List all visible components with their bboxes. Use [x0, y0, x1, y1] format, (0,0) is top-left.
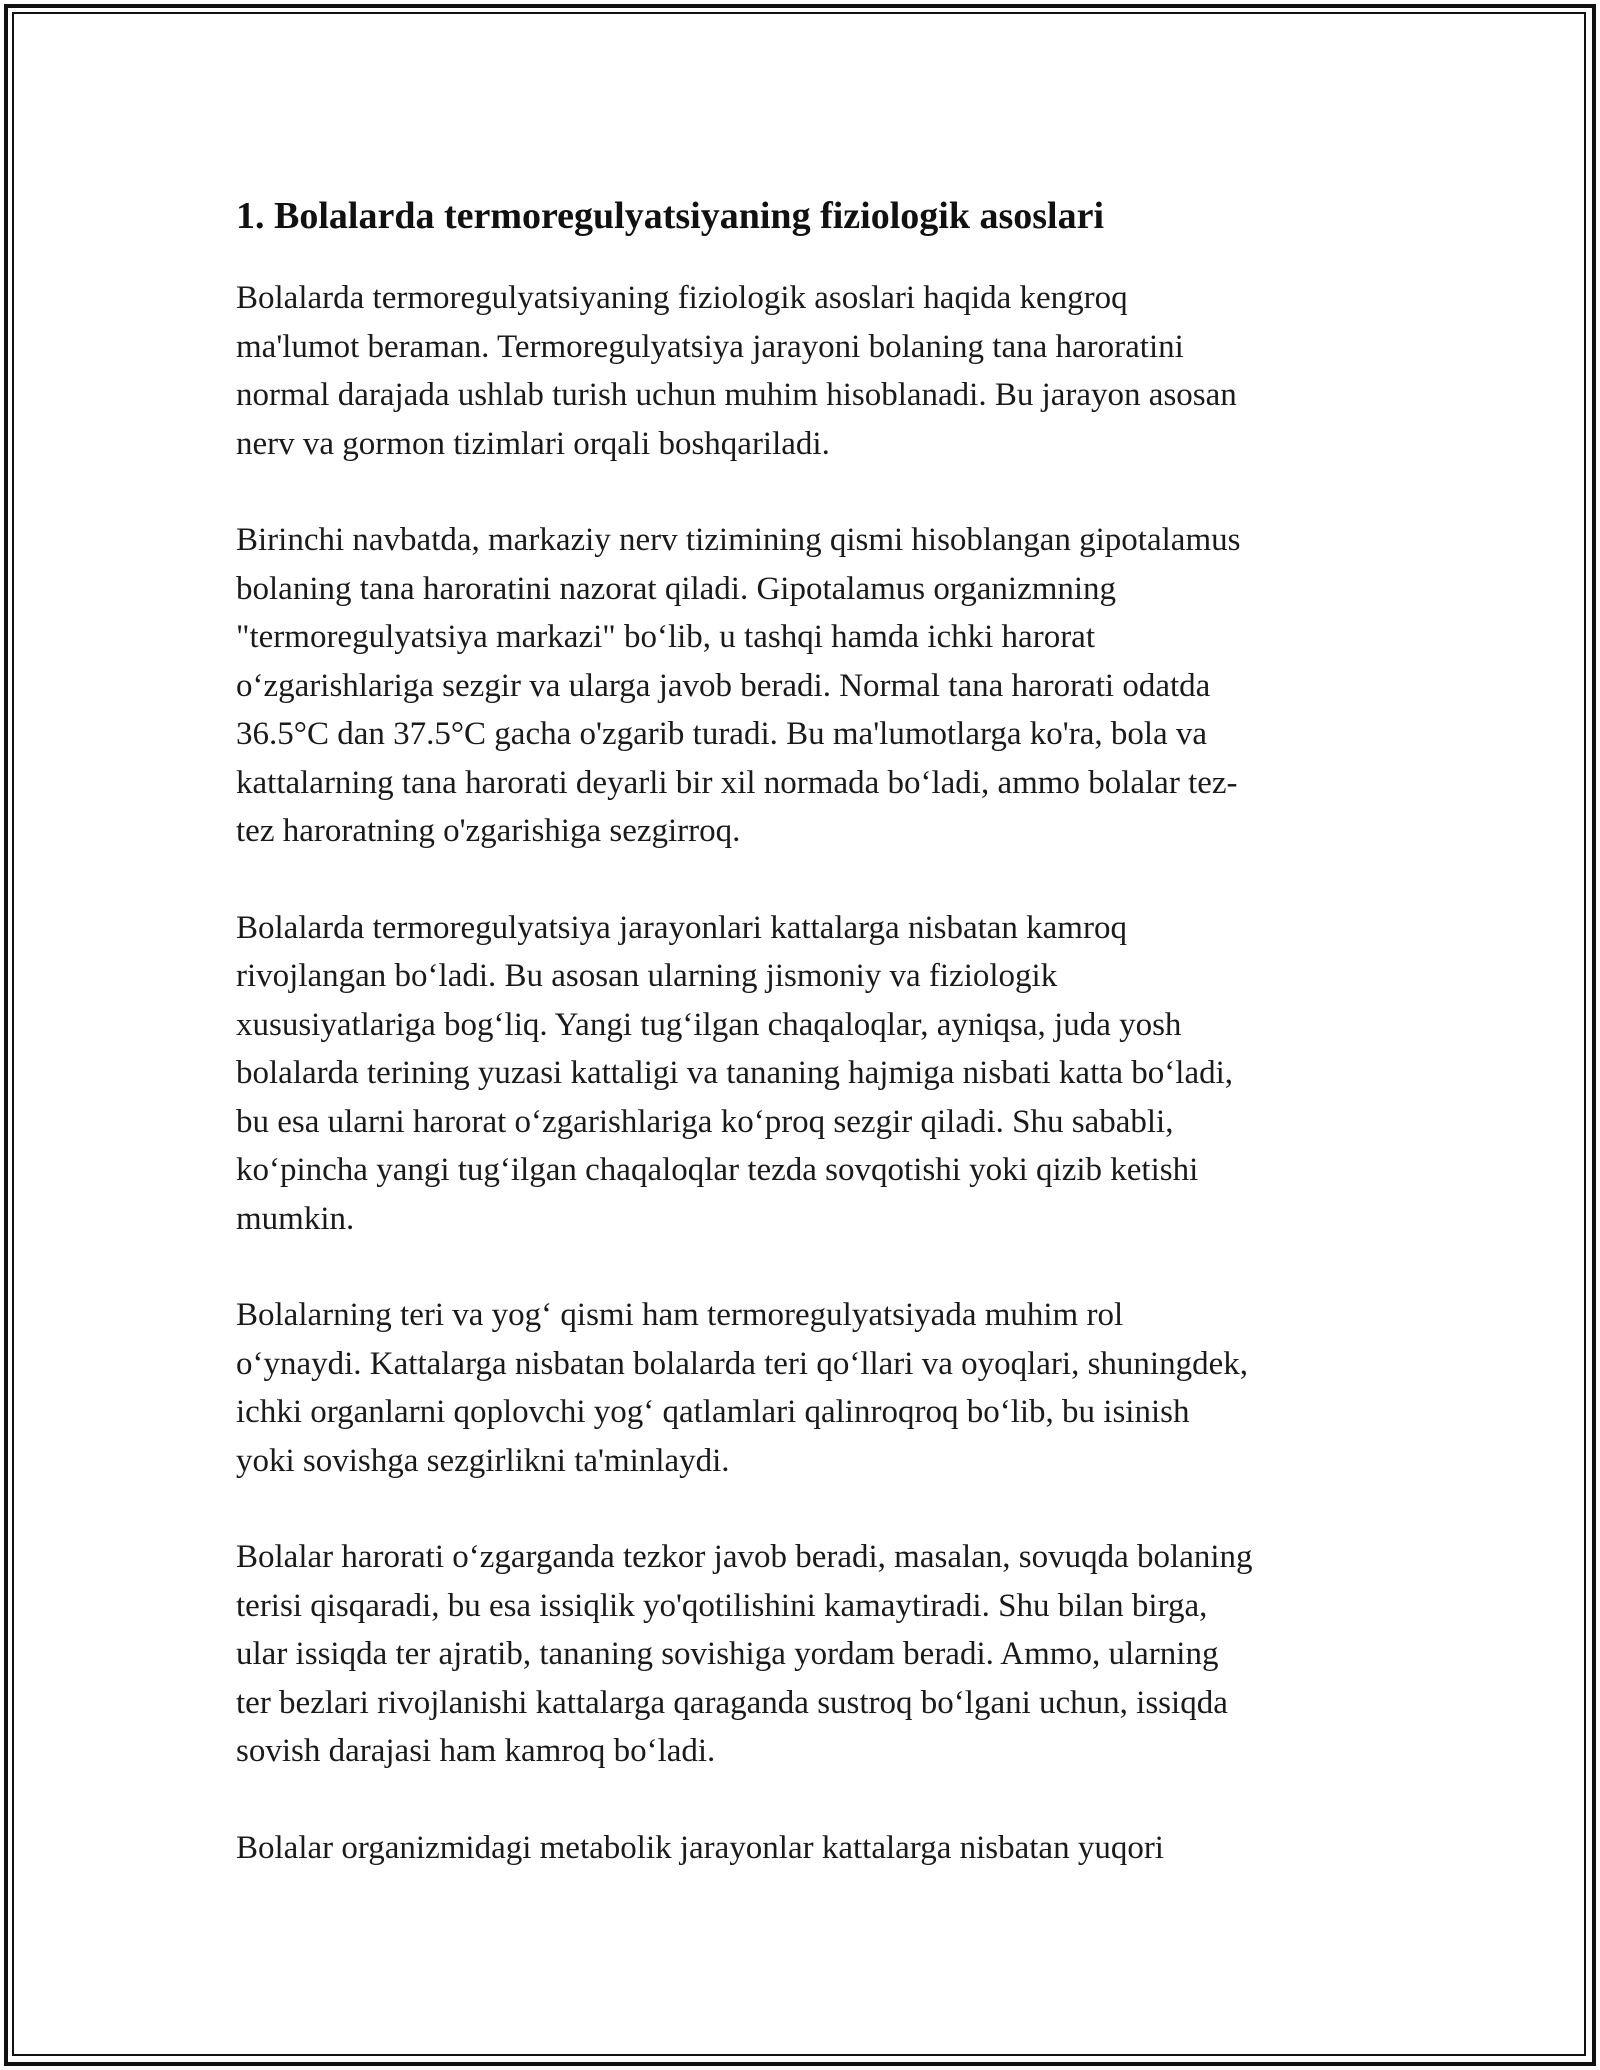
paragraph-line: "termoregulyatsiya markazi" bo‘lib, u tashqi hamda ichki harorat — [236, 619, 1095, 655]
paragraph-line: kattalarning tana harorati deyarli bir xil normada bo‘ladi, ammo bolalar tez- — [236, 764, 1238, 801]
paragraph-line: Bolalarning teri va yog‘ qismi ham termoregulyatsiyada muhim rol — [236, 1297, 1124, 1333]
paragraph-line: ko‘pincha yangi tug‘ilgan chaqaloqlar tezda sovqotishi yoki qizib ketishi — [236, 1152, 1199, 1188]
document-page — [236, 190, 1376, 1920]
paragraph-line: sovish darajasi ham kamroq bo‘ladi. — [236, 1733, 716, 1769]
paragraph-line: Bolalarda termoregulyatsiya jarayonlari kattalarga nisbatan kamroq — [236, 909, 1127, 946]
paragraph-line: mumkin. — [236, 1200, 355, 1237]
paragraph-line: bolaning tana haroratini nazorat qiladi. Gipotalamus organizmning — [236, 570, 1117, 607]
body-paragraph — [236, 274, 1376, 468]
paragraph-line: nerv va gormon tizimlari orqali boshqariladi. — [236, 425, 830, 462]
body-paragraph — [236, 1824, 1376, 1873]
paragraph-line: ma'lumot beraman. Termoregulyatsiya jarayoni bolaning tana haroratini — [236, 328, 1184, 365]
body-paragraph — [236, 1291, 1376, 1485]
document-title: 1. Bolalarda termoregulyatsiyaning fiziologik asoslari — [236, 195, 1105, 237]
paragraph-line: o‘zgarishlariga sezgir va ularga javob beradi. Normal tana harorati odatda — [236, 667, 1211, 704]
body-paragraph — [236, 1533, 1376, 1776]
body-paragraph — [236, 516, 1376, 856]
paragraph-line: bolalarda terining yuzasi kattaligi va tananing hajmiga nisbati katta bo‘ladi, — [236, 1055, 1234, 1091]
paragraph-line: o‘ynaydi. Kattalarga nisbatan bolalarda teri qo‘llari va oyoqlari, shuningdek, — [236, 1345, 1248, 1382]
body-paragraph — [236, 904, 1376, 1244]
paragraph-line: ter bezlari rivojlanishi kattalarga qaraganda sustroq bo‘lgani uchun, issiqda — [236, 1684, 1228, 1721]
paragraph-line: Bolalarda termoregulyatsiyaning fiziologik asoslari haqida kengroq — [236, 280, 1128, 316]
document-body — [236, 274, 1376, 1872]
paragraph-line: Bolalar harorati o‘zgarganda tezkor javob beradi, masalan, sovuqda bolaning — [236, 1539, 1253, 1575]
paragraph-line: ichki organlarni qoplovchi yog‘ qatlamlari qalinroqroq bo‘lib, bu isinish — [236, 1394, 1190, 1430]
paragraph-line: tez haroratning o'zgarishiga sezgirroq. — [236, 813, 741, 849]
paragraph-line: yoki sovishga sezgirlikni ta'minlaydi. — [236, 1442, 730, 1479]
paragraph-line: Bolalar organizmidagi metabolik jarayonlar kattalarga nisbatan yuqori — [236, 1829, 1164, 1866]
paragraph-line: bu esa ularni harorat o‘zgarishlariga ko‘proq sezgir qiladi. Shu sababli, — [236, 1103, 1174, 1140]
paragraph-line: normal darajada ushlab turish uchun muhim hisoblanadi. Bu jarayon asosan — [236, 377, 1237, 413]
paragraph-line: rivojlangan bo‘ladi. Bu asosan ularning jismoniy va fiziologik — [236, 958, 1058, 994]
paragraph-line: ular issiqda ter ajratib, tananing sovishiga yordam beradi. Ammo, ularning — [236, 1636, 1219, 1672]
paragraph-line: 36.5°C dan 37.5°C gacha o'zgarib turadi. Bu ma'lumotlarga ko'ra, bola va — [236, 716, 1208, 752]
paragraph-line: xususiyatlariga bog‘liq. Yangi tug‘ilgan chaqaloqlar, ayniqsa, juda yosh — [236, 1006, 1182, 1043]
paragraph-line: Birinchi navbatda, markaziy nerv tizimining qismi hisoblangan gipotalamus — [236, 522, 1241, 558]
paragraph-line: terisi qisqaradi, bu esa issiqlik yo'qotilishini kamaytiradi. Shu bilan birga, — [236, 1587, 1208, 1624]
